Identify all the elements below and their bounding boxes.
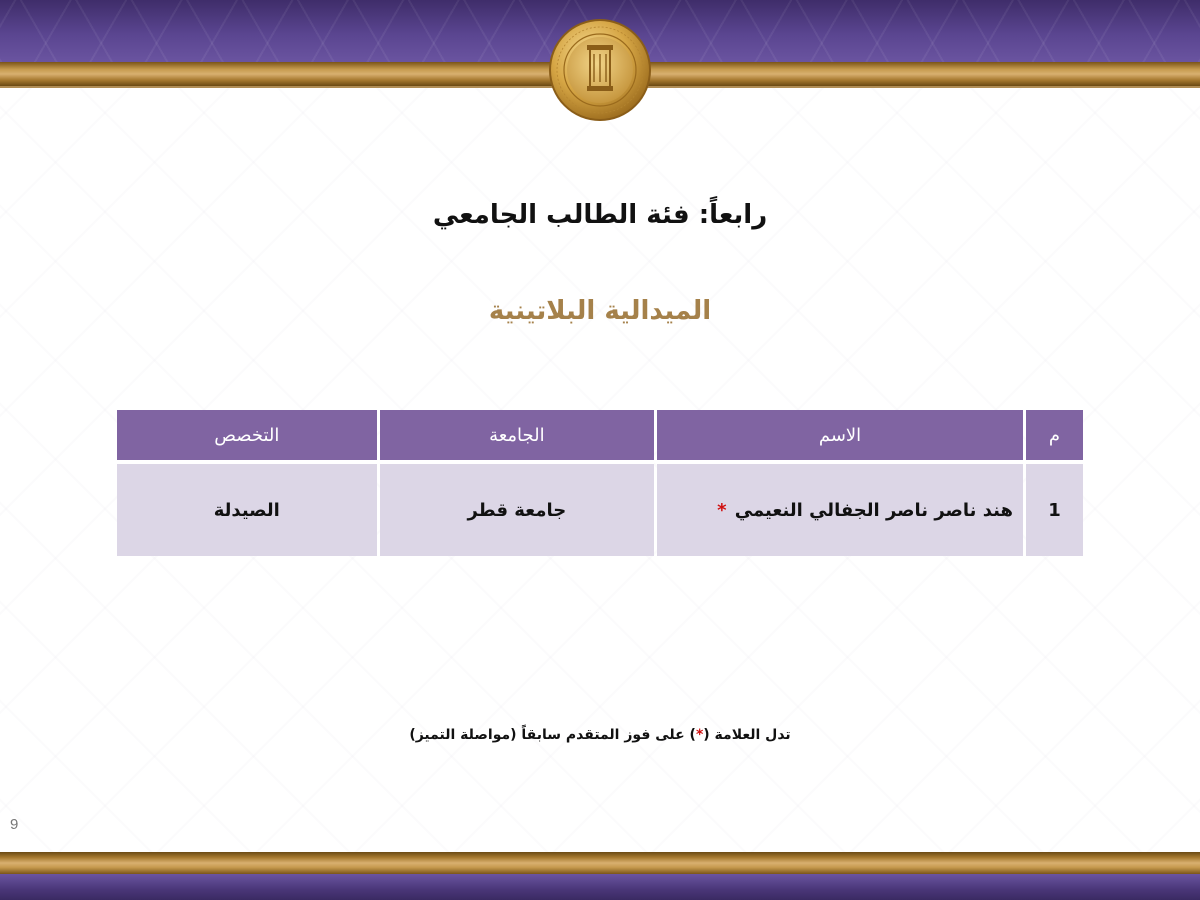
table-row [117,464,1083,556]
table-header-row [117,410,1083,464]
footnote-text-before: تدل العلامة ( [703,727,791,743]
bottom-gold-border [0,852,1200,874]
row-number: 1 [1026,464,1083,556]
gold-medal-emblem-icon [548,18,652,122]
row-university: جامعة قطر [380,464,655,556]
footnote-text-after: ) على فوز المتقدم سابقاً (مواصلة التميز) [409,727,696,743]
footnote-marker: * [695,727,704,743]
bottom-decorative-band [0,874,1200,900]
page-number: 9 [10,816,19,833]
footnote [250,727,950,743]
row-name: هند ناصر ناصر الجفالي النعيمي [734,499,1013,521]
slide-subtitle: الميدالية البلاتينية [488,296,712,326]
slide-title: رابعاً: فئة الطالب الجامعي [432,200,768,230]
results-table [114,410,1086,556]
header-specialization: التخصص [117,410,377,464]
header-name: الاسم [657,410,1023,464]
previous-winner-marker: * [717,499,727,521]
header-university: الجامعة [380,410,655,464]
row-specialization: الصيدلة [117,464,377,556]
row-name-cell [657,464,1023,556]
header-number: م [1026,410,1083,464]
